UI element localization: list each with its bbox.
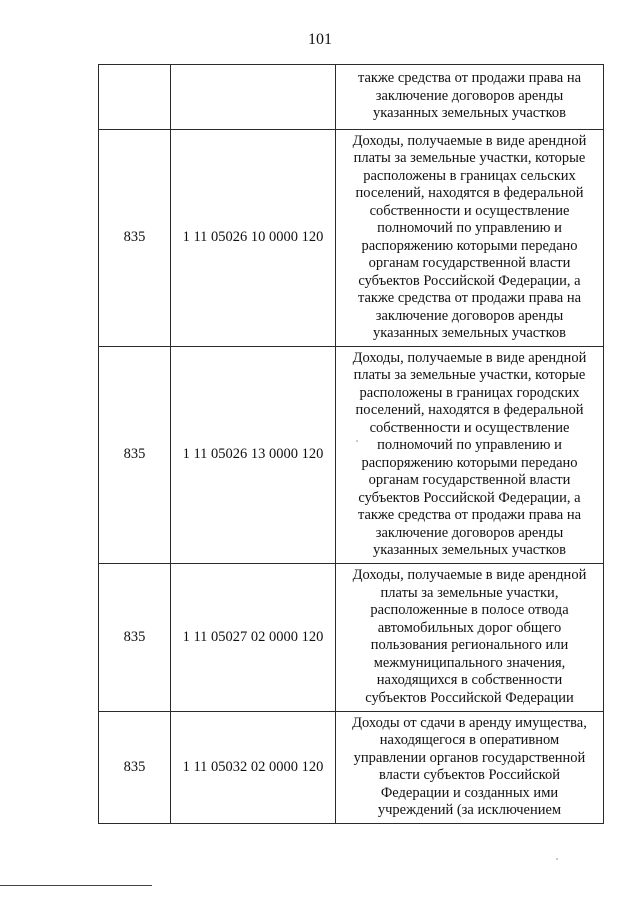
- scan-speck: [356, 440, 358, 442]
- table-row: [99, 564, 604, 712]
- description-cell: [336, 564, 604, 712]
- description-line: находящихся в собственности: [376, 672, 563, 688]
- admin-code-cell: 835: [99, 130, 171, 347]
- description-line: заключение договоров аренды: [375, 524, 564, 541]
- description-line: находящегося в оперативном: [379, 732, 560, 748]
- budget-code-cell: [171, 65, 336, 130]
- description-line: распоряжению которыми передано: [361, 237, 578, 254]
- scan-speck: [556, 858, 558, 860]
- description-line: поселений, находятся в федеральной: [355, 185, 584, 201]
- description-line: Доходы от сдачи в аренду имущества,: [352, 714, 587, 731]
- admin-code-cell: [99, 65, 171, 130]
- description-line: органам государственной власти: [368, 255, 571, 271]
- description-line: пользования регионального или: [370, 637, 569, 653]
- description-line: указанных земельных участков: [373, 542, 566, 558]
- admin-code-cell: 835: [99, 564, 171, 712]
- description-line: указанных земельных участков: [373, 325, 566, 341]
- description-line: межмуниципального значения,: [373, 654, 566, 671]
- table-row: [99, 130, 604, 347]
- description-line: также средства от продажи права на: [357, 70, 582, 87]
- description-line: платы за земельные участки, которые: [353, 150, 586, 166]
- budget-code-cell: 1 11 05027 02 0000 120: [171, 564, 336, 712]
- description-line: также средства от продажи права на: [357, 290, 582, 306]
- description-line: Доходы, получаемые в виде арендной: [352, 567, 587, 583]
- description-line: Федерации и созданных ими: [380, 784, 559, 801]
- description-line: также средства от продажи права на: [357, 507, 582, 523]
- description-line: расположенные в полосе отвода: [370, 602, 569, 618]
- description-line: поселений, находятся в федеральной: [355, 402, 584, 418]
- description-line: расположены в границах сельских: [363, 167, 576, 184]
- description-line: субъектов Российской Федерации, а: [358, 489, 581, 506]
- description-line: субъектов Российской Федерации, а: [358, 272, 581, 289]
- table-row: [99, 347, 604, 564]
- description-line: указанных земельных участков: [373, 105, 566, 122]
- table-row: [99, 65, 604, 130]
- description-line: управлении органов государственной: [353, 749, 586, 766]
- description-cell: [336, 65, 604, 130]
- description-line: власти субъектов Российской: [379, 767, 560, 783]
- page-number: 101: [308, 31, 332, 48]
- budget-code-cell: 1 11 05032 02 0000 120: [171, 712, 336, 824]
- description-line: собственности и осуществление: [369, 419, 570, 436]
- revenue-codes-table: [98, 64, 604, 824]
- budget-code-cell: 1 11 05026 13 0000 120: [171, 347, 336, 564]
- description-line: субъектов Российской Федерации: [365, 689, 574, 706]
- table-row: [99, 712, 604, 824]
- footnote-separator: [0, 885, 152, 886]
- description-line: платы за земельные участки,: [380, 584, 559, 601]
- description-cell: [336, 712, 604, 824]
- description-cell: [336, 130, 604, 347]
- description-line: расположены в границах городских: [359, 384, 580, 401]
- admin-code-cell: 835: [99, 347, 171, 564]
- description-line: платы за земельные участки, которые: [353, 367, 586, 383]
- description-line: полномочий по управлению и: [377, 437, 562, 453]
- description-cell: [336, 347, 604, 564]
- description-line: собственности и осуществление: [369, 202, 570, 219]
- description-line: распоряжению которыми передано: [361, 454, 578, 471]
- description-line: Доходы, получаемые в виде арендной: [352, 349, 587, 366]
- description-line: автомобильных дорог общего: [377, 619, 562, 636]
- description-line: Доходы, получаемые в виде арендной: [352, 132, 587, 149]
- description-line: органам государственной власти: [368, 472, 571, 488]
- admin-code-cell: 835: [99, 712, 171, 824]
- description-line: полномочий по управлению и: [377, 220, 562, 236]
- description-line: заключение договоров аренды: [375, 87, 564, 104]
- budget-code-cell: 1 11 05026 10 0000 120: [171, 130, 336, 347]
- description-line: заключение договоров аренды: [375, 307, 564, 324]
- description-line: учреждений (за исключением: [377, 802, 562, 818]
